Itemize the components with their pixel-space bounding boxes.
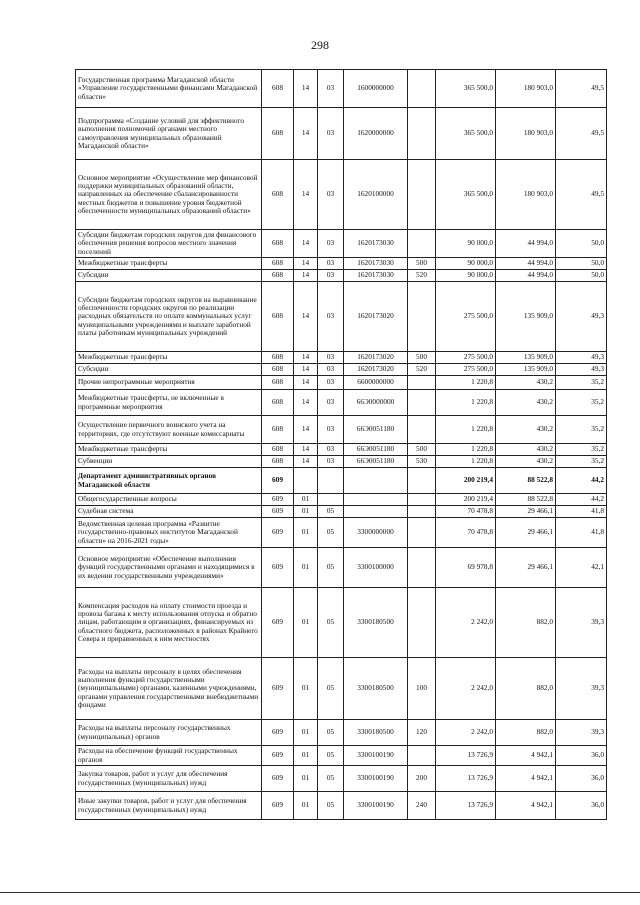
cell-target-article: 3300100000 (344, 548, 408, 588)
cell-name: Расходы на выплаты персоналу в целях обеспечения выполнения функций государственными (муниципальными) органами, казенными учреждениями, органами управления государственными внебюджетными фондами (76, 658, 262, 720)
cell-actual-amount: 88 522,8 (496, 494, 556, 506)
cell-target-article: 66Э0051180 (344, 444, 408, 456)
cell-actual-amount: 430,2 (496, 456, 556, 468)
cell-expense-type: 100 (408, 658, 436, 720)
cell-name: Закупка товаров, работ и услуг для обеспечения государственных (муниципальных) нужд (76, 766, 262, 792)
cell-target-article (344, 494, 408, 506)
page-number: 298 (311, 38, 329, 52)
cell-percent: 41,8 (556, 506, 607, 518)
cell-subsection-code: 03 (318, 352, 344, 364)
cell-percent: 49,5 (556, 70, 607, 108)
cell-percent: 49,5 (556, 160, 607, 230)
cell-percent: 50,0 (556, 270, 607, 282)
cell-target-article (344, 506, 408, 518)
cell-ministry-code: 608 (262, 160, 294, 230)
cell-target-article: 3300180500 (344, 720, 408, 746)
cell-expense-type (408, 506, 436, 518)
cell-percent: 35,2 (556, 390, 607, 416)
cell-subsection-code: 03 (318, 108, 344, 160)
cell-name: Прочие непрограммные мероприятия (76, 376, 262, 390)
cell-target-article: 1620000000 (344, 108, 408, 160)
cell-name: Межбюджетные трансферты, не включенные в программные мероприятия (76, 390, 262, 416)
cell-subsection-code: 03 (318, 160, 344, 230)
cell-planned-amount: 2 242,0 (436, 658, 496, 720)
table-row (76, 518, 607, 548)
cell-ministry-code: 608 (262, 352, 294, 364)
table-row (76, 792, 607, 820)
cell-name: Расходы на выплаты персоналу государственных (муниципальных) органов (76, 720, 262, 746)
cell-planned-amount: 365 500,0 (436, 160, 496, 230)
cell-name: Субсидии (76, 270, 262, 282)
table-row (76, 160, 607, 230)
cell-expense-type (408, 548, 436, 588)
cell-section-code: 01 (294, 746, 318, 766)
table-row (76, 494, 607, 506)
cell-name: Межбюджетные трансферты (76, 258, 262, 270)
table-row (76, 352, 607, 364)
cell-expense-type (408, 390, 436, 416)
cell-planned-amount: 69 978,8 (436, 548, 496, 588)
cell-percent: 35,2 (556, 416, 607, 444)
cell-ministry-code: 609 (262, 766, 294, 792)
cell-subsection-code: 03 (318, 230, 344, 258)
cell-expense-type: 120 (408, 720, 436, 746)
table-row (76, 746, 607, 766)
cell-actual-amount: 180 903,0 (496, 160, 556, 230)
cell-name: Ведомственная целевая программа «Развитие государственно-правовых институтов Магаданской области» на 2016-2021 годы» (76, 518, 262, 548)
table-row (76, 506, 607, 518)
cell-expense-type (408, 376, 436, 390)
cell-section-code: 14 (294, 70, 318, 108)
cell-actual-amount: 430,2 (496, 444, 556, 456)
cell-target-article: 6600000000 (344, 376, 408, 390)
cell-ministry-code: 608 (262, 70, 294, 108)
cell-actual-amount: 882,0 (496, 658, 556, 720)
cell-name: Подпрограмма «Создание условий для эффективного выполнения полномочий органами местного самоуправления муниципальных образований Магаданской области» (76, 108, 262, 160)
cell-planned-amount: 275 500,0 (436, 282, 496, 352)
cell-planned-amount: 1 220,8 (436, 416, 496, 444)
cell-actual-amount: 4 942,1 (496, 792, 556, 820)
cell-percent: 35,2 (556, 456, 607, 468)
cell-subsection-code: 05 (318, 746, 344, 766)
cell-target-article (344, 468, 408, 494)
cell-name: Субсидии бюджетам городских округов на выравнивание обеспеченности городских округов по реализации расходных обязательств по оплате коммунальных услуг муниципальными учреждениями и выплате заработной платы работникам муниципальных учреждений (76, 282, 262, 352)
cell-planned-amount: 13 726,9 (436, 746, 496, 766)
cell-ministry-code: 608 (262, 416, 294, 444)
cell-expense-type (408, 746, 436, 766)
cell-subsection-code: 03 (318, 70, 344, 108)
table-body (76, 70, 607, 820)
cell-expense-type: 520 (408, 270, 436, 282)
cell-target-article: 3300100190 (344, 766, 408, 792)
cell-target-article: 66Э0051180 (344, 456, 408, 468)
cell-ministry-code: 608 (262, 108, 294, 160)
cell-percent: 41,8 (556, 518, 607, 548)
cell-name: Основное мероприятие «Осуществление мер финансовой поддержки муниципальных образований области, направленных на обеспечение сбалансированности местных бюджетов и повышение уровня бюджетной обеспеченности муниципальных образований области» (76, 160, 262, 230)
cell-target-article: 1620100000 (344, 160, 408, 230)
cell-expense-type: 200 (408, 766, 436, 792)
cell-ministry-code: 609 (262, 548, 294, 588)
cell-actual-amount: 4 942,1 (496, 766, 556, 792)
cell-section-code: 01 (294, 518, 318, 548)
cell-planned-amount: 70 478,8 (436, 518, 496, 548)
cell-ministry-code: 608 (262, 364, 294, 376)
table-row (76, 108, 607, 160)
cell-subsection-code: 03 (318, 456, 344, 468)
table-row (76, 282, 607, 352)
cell-subsection-code: 05 (318, 792, 344, 820)
bottom-rule (0, 892, 640, 893)
cell-percent: 39,3 (556, 720, 607, 746)
cell-planned-amount: 365 500,0 (436, 108, 496, 160)
cell-section-code: 14 (294, 456, 318, 468)
cell-percent: 35,2 (556, 376, 607, 390)
cell-target-article: 3300100190 (344, 792, 408, 820)
table-row (76, 658, 607, 720)
cell-section-code: 14 (294, 270, 318, 282)
cell-planned-amount: 13 726,9 (436, 792, 496, 820)
table-row (76, 70, 607, 108)
cell-planned-amount: 70 478,8 (436, 506, 496, 518)
cell-actual-amount: 29 466,1 (496, 548, 556, 588)
cell-section-code: 14 (294, 160, 318, 230)
cell-subsection-code (318, 494, 344, 506)
table-row (76, 230, 607, 258)
cell-expense-type (408, 108, 436, 160)
cell-section-code: 01 (294, 658, 318, 720)
cell-section-code: 14 (294, 390, 318, 416)
cell-name: Субвенции (76, 456, 262, 468)
cell-expense-type (408, 230, 436, 258)
cell-percent: 36,0 (556, 792, 607, 820)
cell-percent: 50,0 (556, 258, 607, 270)
cell-ministry-code: 609 (262, 588, 294, 658)
cell-planned-amount: 13 726,9 (436, 766, 496, 792)
cell-planned-amount: 275 500,0 (436, 352, 496, 364)
cell-planned-amount: 1 220,8 (436, 390, 496, 416)
cell-ministry-code: 608 (262, 270, 294, 282)
cell-subsection-code: 03 (318, 390, 344, 416)
cell-planned-amount: 1 220,8 (436, 376, 496, 390)
cell-subsection-code: 03 (318, 416, 344, 444)
cell-name: Иные закупки товаров, работ и услуг для обеспечения государственных (муниципальных) нужд (76, 792, 262, 820)
cell-section-code: 14 (294, 444, 318, 456)
cell-actual-amount: 44 994,0 (496, 270, 556, 282)
cell-actual-amount: 4 942,1 (496, 746, 556, 766)
cell-section-code: 14 (294, 364, 318, 376)
cell-expense-type (408, 70, 436, 108)
cell-expense-type (408, 416, 436, 444)
cell-expense-type (408, 588, 436, 658)
cell-expense-type: 500 (408, 444, 436, 456)
cell-target-article: 1620173030 (344, 230, 408, 258)
cell-percent: 39,3 (556, 658, 607, 720)
cell-ministry-code: 608 (262, 456, 294, 468)
cell-actual-amount: 180 903,0 (496, 108, 556, 160)
cell-name: Судебная система (76, 506, 262, 518)
cell-expense-type: 500 (408, 352, 436, 364)
cell-expense-type (408, 160, 436, 230)
cell-expense-type: 520 (408, 364, 436, 376)
cell-name: Субсидии бюджетам городских округов для финансового обеспечения решения вопросов местного значения поселений (76, 230, 262, 258)
cell-percent: 35,2 (556, 444, 607, 456)
cell-planned-amount: 200 219,4 (436, 494, 496, 506)
cell-section-code: 01 (294, 792, 318, 820)
cell-name: Осуществление первичного воинского учета на территориях, где отсутствуют военные комиссариаты (76, 416, 262, 444)
cell-section-code: 01 (294, 548, 318, 588)
cell-actual-amount: 88 522,8 (496, 468, 556, 494)
cell-section-code: 01 (294, 720, 318, 746)
cell-planned-amount: 90 000,0 (436, 270, 496, 282)
cell-percent: 49,3 (556, 364, 607, 376)
cell-subsection-code: 03 (318, 282, 344, 352)
cell-name: Компенсация расходов на оплату стоимости проезда и провоза багажа к месту использования отпуска и обратно лицам, работающим в организациях, финансируемых из областного бюджета, расположенных в районах Крайнего Севера и приравненных к ним местностях (76, 588, 262, 658)
cell-percent: 44,2 (556, 494, 607, 506)
cell-percent: 49,3 (556, 282, 607, 352)
cell-percent: 39,3 (556, 588, 607, 658)
table-row (76, 468, 607, 494)
cell-section-code: 14 (294, 282, 318, 352)
cell-name: Основное мероприятие «Обеспечение выполнения функций государственными органами и находящимися в их ведении государственными учреждениями» (76, 548, 262, 588)
cell-percent: 44,2 (556, 468, 607, 494)
cell-subsection-code: 05 (318, 518, 344, 548)
cell-ministry-code: 608 (262, 444, 294, 456)
cell-planned-amount: 2 242,0 (436, 720, 496, 746)
cell-name: Межбюджетные трансферты (76, 352, 262, 364)
cell-actual-amount: 29 466,1 (496, 506, 556, 518)
cell-ministry-code: 609 (262, 792, 294, 820)
cell-actual-amount: 180 903,0 (496, 70, 556, 108)
cell-section-code: 14 (294, 230, 318, 258)
cell-planned-amount: 200 219,4 (436, 468, 496, 494)
cell-ministry-code: 609 (262, 518, 294, 548)
cell-planned-amount: 2 242,0 (436, 588, 496, 658)
cell-target-article: 3300180500 (344, 658, 408, 720)
cell-target-article: 3300000000 (344, 518, 408, 548)
table-row (76, 720, 607, 746)
cell-subsection-code: 05 (318, 506, 344, 518)
cell-actual-amount: 882,0 (496, 588, 556, 658)
table-row (76, 416, 607, 444)
cell-percent: 50,0 (556, 230, 607, 258)
cell-ministry-code: 609 (262, 468, 294, 494)
cell-actual-amount: 882,0 (496, 720, 556, 746)
table-row (76, 456, 607, 468)
cell-target-article: 66Э0000000 (344, 390, 408, 416)
cell-expense-type: 240 (408, 792, 436, 820)
cell-subsection-code: 05 (318, 658, 344, 720)
cell-percent: 36,0 (556, 746, 607, 766)
cell-subsection-code: 03 (318, 364, 344, 376)
cell-name: Расходы на обеспечение функций государственных органов (76, 746, 262, 766)
cell-expense-type (408, 468, 436, 494)
cell-subsection-code (318, 468, 344, 494)
cell-target-article: 3300180500 (344, 588, 408, 658)
cell-actual-amount: 29 466,1 (496, 518, 556, 548)
cell-planned-amount: 1 220,8 (436, 444, 496, 456)
cell-section-code: 14 (294, 258, 318, 270)
cell-planned-amount: 275 500,0 (436, 364, 496, 376)
cell-actual-amount: 135 909,0 (496, 352, 556, 364)
cell-section-code: 14 (294, 108, 318, 160)
cell-target-article: 1620173030 (344, 270, 408, 282)
cell-name: Межбюджетные трансферты (76, 444, 262, 456)
cell-target-article: 66Э0051180 (344, 416, 408, 444)
cell-name: Общегосударственные вопросы (76, 494, 262, 506)
cell-target-article: 1620173020 (344, 282, 408, 352)
cell-subsection-code: 03 (318, 270, 344, 282)
cell-percent: 49,5 (556, 108, 607, 160)
cell-target-article: 1600000000 (344, 70, 408, 108)
table-row (76, 390, 607, 416)
cell-ministry-code: 609 (262, 658, 294, 720)
cell-target-article: 1620173030 (344, 258, 408, 270)
cell-expense-type: 500 (408, 258, 436, 270)
cell-section-code: 01 (294, 494, 318, 506)
cell-section-code: 01 (294, 766, 318, 792)
cell-ministry-code: 609 (262, 746, 294, 766)
cell-planned-amount: 365 500,0 (436, 70, 496, 108)
cell-actual-amount: 135 909,0 (496, 282, 556, 352)
cell-ministry-code: 608 (262, 376, 294, 390)
cell-expense-type: 530 (408, 456, 436, 468)
cell-ministry-code: 608 (262, 258, 294, 270)
table-row (76, 258, 607, 270)
budget-table (75, 69, 607, 820)
cell-expense-type (408, 282, 436, 352)
cell-actual-amount: 44 994,0 (496, 230, 556, 258)
table-row (76, 364, 607, 376)
cell-name: Департамент административных органов Магаданской области (76, 468, 262, 494)
table-row (76, 588, 607, 658)
cell-subsection-code: 03 (318, 444, 344, 456)
cell-planned-amount: 90 000,0 (436, 258, 496, 270)
cell-percent: 42,1 (556, 548, 607, 588)
cell-actual-amount: 135 909,0 (496, 364, 556, 376)
cell-section-code: 01 (294, 506, 318, 518)
table-row (76, 270, 607, 282)
table-row (76, 548, 607, 588)
cell-name: Государственная программа Магаданской области «Управление государственными финансами Магаданской области» (76, 70, 262, 108)
cell-planned-amount: 90 000,0 (436, 230, 496, 258)
cell-target-article: 1620173020 (344, 352, 408, 364)
table-row (76, 766, 607, 792)
cell-subsection-code: 05 (318, 720, 344, 746)
table-row (76, 376, 607, 390)
cell-ministry-code: 608 (262, 230, 294, 258)
cell-section-code: 14 (294, 416, 318, 444)
cell-percent: 49,3 (556, 352, 607, 364)
cell-ministry-code: 609 (262, 506, 294, 518)
cell-ministry-code: 609 (262, 720, 294, 746)
cell-section-code: 14 (294, 352, 318, 364)
cell-section-code: 14 (294, 376, 318, 390)
cell-name: Субсидии (76, 364, 262, 376)
cell-section-code (294, 468, 318, 494)
cell-section-code: 01 (294, 588, 318, 658)
cell-ministry-code: 609 (262, 494, 294, 506)
cell-ministry-code: 608 (262, 390, 294, 416)
cell-subsection-code: 03 (318, 376, 344, 390)
cell-actual-amount: 430,2 (496, 390, 556, 416)
cell-subsection-code: 05 (318, 766, 344, 792)
cell-target-article: 1620173020 (344, 364, 408, 376)
table-row (76, 444, 607, 456)
cell-expense-type (408, 518, 436, 548)
cell-ministry-code: 608 (262, 282, 294, 352)
cell-expense-type (408, 494, 436, 506)
cell-actual-amount: 430,2 (496, 416, 556, 444)
cell-subsection-code: 03 (318, 258, 344, 270)
cell-actual-amount: 430,2 (496, 376, 556, 390)
cell-planned-amount: 1 220,8 (436, 456, 496, 468)
cell-actual-amount: 44 994,0 (496, 258, 556, 270)
cell-subsection-code: 05 (318, 548, 344, 588)
cell-percent: 36,0 (556, 766, 607, 792)
cell-subsection-code: 05 (318, 588, 344, 658)
cell-target-article: 3300100190 (344, 746, 408, 766)
